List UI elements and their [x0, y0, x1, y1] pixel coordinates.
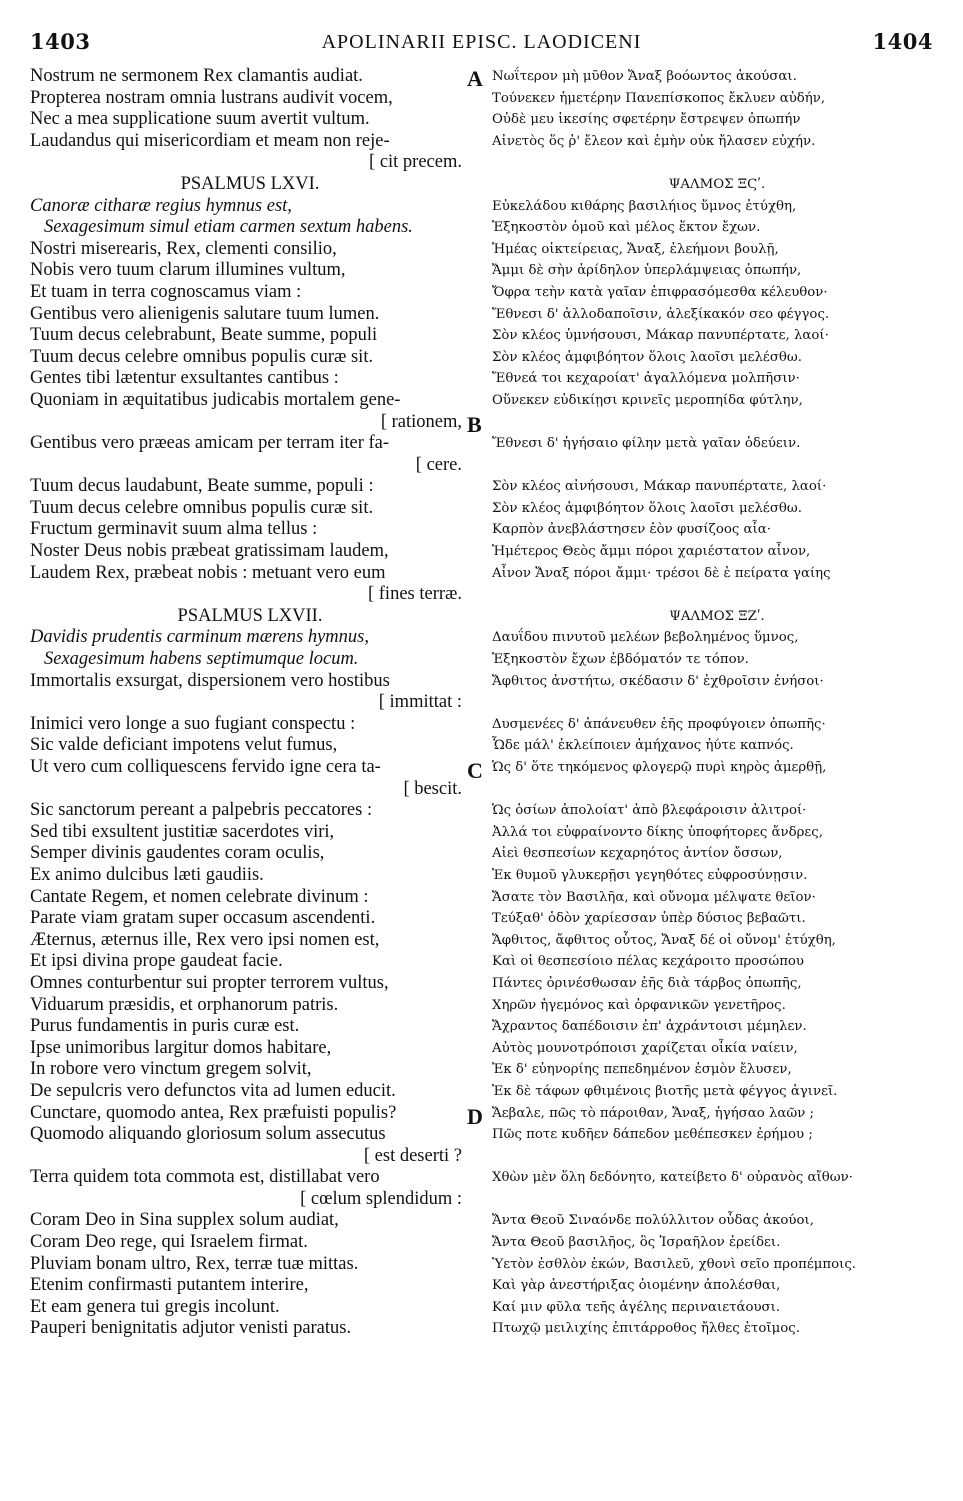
latin-line-36: Sed tibi exsultent justitiæ sacerdotes viri,: [30, 821, 335, 842]
latin-line-33: Ut vero cum colliquescens fervido igne cera ta-: [30, 757, 381, 777]
latin-line-10: Nobis vero tuum clarum illumines vultum,: [30, 260, 346, 281]
latin-line-52: Terra quidem tota commota est, distillabat vero: [30, 1167, 380, 1188]
latin-line-3: Nec a mea supplicatione suum avertit vultum.: [30, 109, 370, 130]
greek-line-35: Ὡς ὁσίων ἀπολοίατ' ἀπὸ βλεφάροισιν ἀλιτροί·: [492, 803, 807, 819]
margin-letter-b: B: [467, 412, 482, 437]
latin-line-29: Immortalis exsurgat, dispersionem vero hostibus: [30, 670, 390, 691]
margin-letter-c: C: [467, 758, 483, 783]
latin-line-58: Et eam genera tui gregis incolunt.: [30, 1296, 280, 1317]
greek-line-6: ΨΑΛΜΟΣ ΞϚʹ.: [668, 176, 766, 192]
latin-line-47: In robore vero vinctum gregem solvit,: [30, 1059, 312, 1080]
latin-line-13: Tuum decus celebrabunt, Beate summe, populi: [30, 325, 378, 346]
greek-line-26: ΨΑΛΜΟΣ ΞΖʹ.: [669, 608, 765, 624]
latin-line-4: Laudandus qui misericordiam et meam non reje-: [30, 130, 390, 151]
greek-line-55: Ἄντα Θεοῦ βασιλῆος, ὃς Ἰσραῆλον ἐρείδει.: [492, 1235, 781, 1251]
greek-line-15: Ἔθνεά τοι κεχαροίατ' ἀγαλλόμενα μολπῆσιν·: [492, 371, 800, 387]
greek-line-36: Ἀλλά τοι εὐφραίνοντο δίκης ὑποφήτορες ἄνδρες,: [492, 824, 823, 840]
greek-line-30: [492, 692, 942, 714]
greek-line-41: Ἄφθιτος, ἄφθιτος οὗτος, Ἄναξ δέ οἱ οὔνομ' ἐτύχθη,: [492, 932, 836, 948]
latin-line-39: Cantate Regem, et nomen celebrate divinum :: [30, 886, 369, 907]
greek-line-5: [492, 152, 942, 174]
greek-line-28: Ἑξηκοστὸν ἔχων ἑβδόματόν τε τόπον.: [492, 652, 749, 668]
greek-line-45: Ἄχραντος δαπέδοισιν ἐπ' ἀχράντοισι μέμηλεν.: [492, 1019, 807, 1035]
latin-line-21: Tuum decus celebre omnibus populis curæ sit.: [30, 497, 374, 518]
greek-line-17: [492, 412, 942, 434]
greek-line-9: Ἡμέας οἰκτείρειας, Ἄναξ, ἐλεήμονι βουλῇ,: [492, 241, 779, 257]
greek-line-43: Πάντες ὀρινέσθωσαν ἑῆς διὰ τάρβος ὀπωπῆς,: [492, 975, 802, 991]
latin-line-12: Gentibus vero alienigenis salutare tuum lumen.: [30, 303, 380, 324]
greek-line-13: Σὸν κλέος ὑμνήσουσι, Μάκαρ πανυπέρτατε, λαοί·: [492, 328, 829, 344]
greek-line-24: Αἶνον Ἄναξ πόροι ἄμμι· τρέσοι δὲ ἑ πείρατα γαίης: [492, 565, 831, 581]
latin-line-7: Canoræ citharæ regius hymnus est,: [30, 195, 292, 216]
greek-column: [492, 66, 942, 1340]
latin-line-56: Pluviam bonam ultro, Rex, terræ tuæ mittas.: [30, 1253, 359, 1274]
latin-line-38: Ex animo dulcibus læti gaudiis.: [30, 864, 264, 885]
latin-line-45: Purus fundamentis in puris curæ est.: [30, 1016, 300, 1037]
running-title: APOLINARII EPISC. LAODICENI: [321, 31, 642, 53]
latin-line-35: Sic sanctorum pereant a palpebris peccatores :: [30, 800, 373, 821]
greek-line-51: [492, 1146, 942, 1168]
greek-line-33: Ὡς δ' ὅτε τηκόμενος φλογερῷ πυρὶ κηρὸς ἀμερθῇ,: [492, 760, 827, 775]
latin-line-42: Et ipsi divina prope gaudeat facie.: [30, 951, 283, 972]
greek-line-11: Ὄφρα τεὴν κατὰ γαῖαν ἐπιφρασόμεσθα κέλευθον·: [492, 284, 828, 300]
latin-line-59: Pauperi benignitatis adjutor venisti paratus.: [30, 1318, 352, 1339]
greek-line-57: Καὶ γὰρ ἀνεστήριξας ὀιομένην ἀπολέσθαι,: [492, 1278, 781, 1294]
page-number-right: 1404: [872, 29, 933, 54]
margin-letter-d: D: [467, 1104, 483, 1129]
latin-line-30: [ immittat :: [378, 692, 462, 713]
greek-line-32: Ὧδε μάλ' ἐκλείποιεν ἀμήχανος ἠύτε καπνός.: [492, 738, 794, 754]
latin-line-19: [ cere.: [415, 454, 462, 475]
greek-line-47: Ἐκ δ' εὐηνορίης πεπεδημένον ἐσμὸν ἔλυσεν,: [492, 1062, 792, 1078]
greek-line-27: Δαυΐδου πινυτοῦ μελέων βεβολημένος ὕμνος,: [492, 630, 799, 646]
latin-line-53: [ cœlum splendidum :: [300, 1188, 462, 1209]
greek-line-16: Οὕνεκεν εὐδικίῃσι κρινεῖς μεροπηίδα φύτλην,: [492, 392, 803, 408]
greek-line-54: Ἄντα Θεοῦ Σιναόνδε πολύλλιτον οὖδας ἀκούοι,: [492, 1213, 814, 1229]
page-number-left: 1403: [30, 29, 91, 54]
latin-line-57: Etenim confirmasti putantem interire,: [30, 1275, 309, 1296]
latin-line-6: PSALMUS LXVI.: [180, 173, 320, 194]
greek-line-8: Ἑξηκοστὸν ὁμοῦ καὶ μέλος ἕκτον ἔχων.: [492, 220, 761, 236]
greek-line-40: Τεύξαθ' ὁδὸν χαρίεσσαν ὑπὲρ δύσιος βεβαῶτι.: [492, 911, 806, 927]
latin-line-43: Omnes conturbentur sui propter terrorem vultus,: [30, 972, 389, 993]
latin-line-11: Et tuam in terra cognoscamus viam :: [30, 281, 302, 302]
greek-line-52: Χθὼν μὲν ὅλη δεδόνητο, κατείβετο δ' οὐρανὸς αἴθων·: [492, 1170, 853, 1186]
latin-line-23: Noster Deus nobis præbeat gratissimam laudem,: [30, 541, 389, 562]
greek-line-19: [492, 455, 942, 477]
greek-line-12: Ἔθνεσι δ' ἀλλοδαποῖσιν, ἀλεξίκακόν σεο φέγγος.: [492, 306, 830, 322]
latin-line-50: Quomodo aliquando gloriosum solum assecutus: [30, 1124, 386, 1145]
greek-line-44: Χηρῶν ἡγεμόνος καὶ ὀρφανικῶν γενετῆρος.: [492, 997, 786, 1013]
latin-line-41: Æternus, æternus ille, Rex vero ipsi nomen est,: [30, 929, 380, 950]
latin-line-18: Gentibus vero præeas amicam per terram iter fa-: [30, 433, 390, 454]
latin-line-48: De sepulcris vero defunctos vita ad lumen educit.: [30, 1080, 396, 1101]
margin-letter-a: A: [467, 66, 483, 91]
greek-line-38: Ἐκ θυμοῦ γλυκερῇσι γεγηθότες εὐφροσύνῃσιν.: [492, 867, 808, 883]
latin-line-54: Coram Deo in Sina supplex solum audiat,: [30, 1210, 339, 1231]
latin-line-16: Quoniam in æquitatibus judicabis mortalem gene-: [30, 389, 401, 410]
greek-line-25: [492, 584, 942, 606]
greek-line-46: Αὐτὸς μουνοτρόποισι χαρίζεται οἶκία ναίειν,: [492, 1040, 798, 1056]
greek-line-39: Ἄσατε τὸν Βασιλῆα, καὶ οὔνομα μέλψατε θεῖον·: [492, 889, 816, 905]
greek-line-56: Ὑετὸν ἐσθλὸν ἑκών, Βασιλεῦ, χθονὶ σεῖο προπέμποις.: [492, 1256, 857, 1272]
latin-line-14: Tuum decus celebre omnibus populis curæ sit.: [30, 346, 374, 367]
latin-line-25: [ fines terræ.: [367, 584, 462, 605]
greek-line-18: Ἔθνεσι δ' ἡγήσαιο φίλην μετὰ γαῖαν ὁδεύειν.: [492, 436, 801, 452]
latin-line-22: Fructum germinavit suum alma tellus :: [30, 519, 318, 540]
greek-line-29: Ἄφθιτος ἀνστήτω, σκέδασιν δ' ἐχθροῖσιν ἐνήσοι·: [492, 673, 824, 689]
greek-line-48: Ἐκ δὲ τάφων φθιμένοις βιοτῆς μετὰ φέγγος ἀγινεῖ.: [492, 1083, 838, 1099]
greek-line-58: Καί μιν φῦλα τεῆς ἀγέλης περιναιετάουσι.: [492, 1299, 781, 1315]
latin-line-32: Sic valde deficiant impotens velut fumus,: [30, 735, 338, 756]
greek-line-49: Ἄεβαλε, πῶς τὸ πάροιθαν, Ἄναξ, ἡγήσαο λαῶν ;: [492, 1105, 815, 1121]
latin-line-9: Nostri miserearis, Rex, clementi consilio,: [30, 238, 337, 259]
latin-line-24: Laudem Rex, præbeat nobis : metuant vero eum: [30, 562, 386, 583]
greek-line-21: Σὸν κλέος ἀμφιβόητον ὅλοις λαοῖσι μελέσθω.: [492, 500, 802, 516]
greek-line-31: Δυσμενέες δ' ἀπάνευθεν ἑῆς προφύγοιεν ὀπωπῆς·: [492, 716, 826, 732]
greek-line-1: Νωΐτερον μὴ μῦθον Ἄναξ βοόωντος ἀκούσαι.: [492, 69, 797, 84]
greek-line-4: Αἰνετὸς ὅς ῥ' ἔλεον καὶ ἐμὴν οὐκ ἤλασεν εὐχήν.: [492, 133, 816, 149]
latin-line-31: Inimici vero longe a suo fugiant conspectu :: [30, 713, 356, 734]
greek-line-37: Αἰεὶ θεσπεσίων κεχαρηότος ἀντίον ὄσσων,: [492, 846, 783, 862]
greek-line-53: [492, 1189, 942, 1211]
latin-line-44: Viduarum præsidis, et orphanorum patris.: [30, 994, 339, 1015]
latin-line-15: Gentes tibi lætentur exsultantes cantibus :: [30, 368, 339, 389]
latin-line-5: [ cit precem.: [369, 152, 462, 173]
latin-line-20: Tuum decus laudabunt, Beate summe, populi :: [30, 476, 374, 497]
greek-line-14: Σὸν κλέος ἀμφιβόητον ὅλοις λαοῖσι μελέσθω.: [492, 349, 802, 365]
latin-line-34: [ bescit.: [403, 778, 462, 799]
greek-line-20: Σὸν κλέος αἰνήσουσι, Μάκαρ πανυπέρτατε, λαοί·: [492, 479, 827, 495]
latin-line-26: PSALMUS LXVII.: [177, 605, 323, 626]
latin-line-17: [ rationem,: [380, 411, 462, 432]
latin-line-8: Sexagesimum simul etiam carmen sextum habens.: [44, 217, 413, 238]
greek-line-59: Πτωχῷ μειλιχίης ἐπιτάρροθος ἤλθες ἑτοῖμος.: [492, 1321, 800, 1337]
greek-line-10: Ἄμμι δὲ σὴν ἀρίδηλον ὑπερλάμψειας ὀπωπήν,: [492, 263, 802, 279]
latin-column: [30, 66, 470, 1340]
latin-line-49: Cunctare, quomodo antea, Rex præfuisti populis?: [30, 1102, 397, 1123]
greek-line-34: [492, 779, 942, 801]
greek-line-23: Ἡμέτερος Θεὸς ἄμμι πόροι χαριέστατον αἶνον,: [492, 544, 811, 560]
greek-line-22: Καρπὸν ἀνεβλάστησεν ἑὸν φυσίζοος αἶα·: [492, 522, 771, 538]
greek-line-7: Εὐκελάδου κιθάρης βασιλήιος ὕμνος ἐτύχθη,: [492, 198, 797, 214]
latin-line-2: Propterea nostram omnia lustrans audivit vocem,: [30, 87, 393, 108]
latin-line-28: Sexagesimum habens septimumque locum.: [44, 649, 359, 670]
latin-line-37: Semper divinis gaudentes coram oculis,: [30, 843, 325, 864]
greek-line-50: Πῶς ποτε κυδῆεν δάπεδον μεθέπεσκεν ἐρήμου ;: [492, 1127, 813, 1143]
latin-line-1: Nostrum ne sermonem Rex clamantis audiat.: [30, 66, 363, 86]
greek-line-3: Οὐδὲ μευ ἱκεσίης σφετέρην ἔστρεψεν ὀπωπήν: [492, 112, 801, 128]
greek-line-42: Καὶ οἱ θεσπεσίοιο πέλας κεχάροιτο προσώπου: [492, 954, 805, 970]
latin-line-55: Coram Deo rege, qui Israelem firmat.: [30, 1232, 308, 1253]
latin-line-27: Davidis prudentis carminum mærens hymnus,: [30, 627, 369, 648]
greek-line-2: Τούνεκεν ἡμετέρην Πανεπίσκοπος ἔκλυεν αὐδήν,: [492, 90, 826, 106]
latin-line-46: Ipse unimoribus largitur domos habitare,: [30, 1037, 332, 1058]
latin-line-40: Parate viam gratam super occasum ascendenti.: [30, 908, 376, 929]
latin-line-51: [ est deserti ?: [363, 1145, 462, 1166]
